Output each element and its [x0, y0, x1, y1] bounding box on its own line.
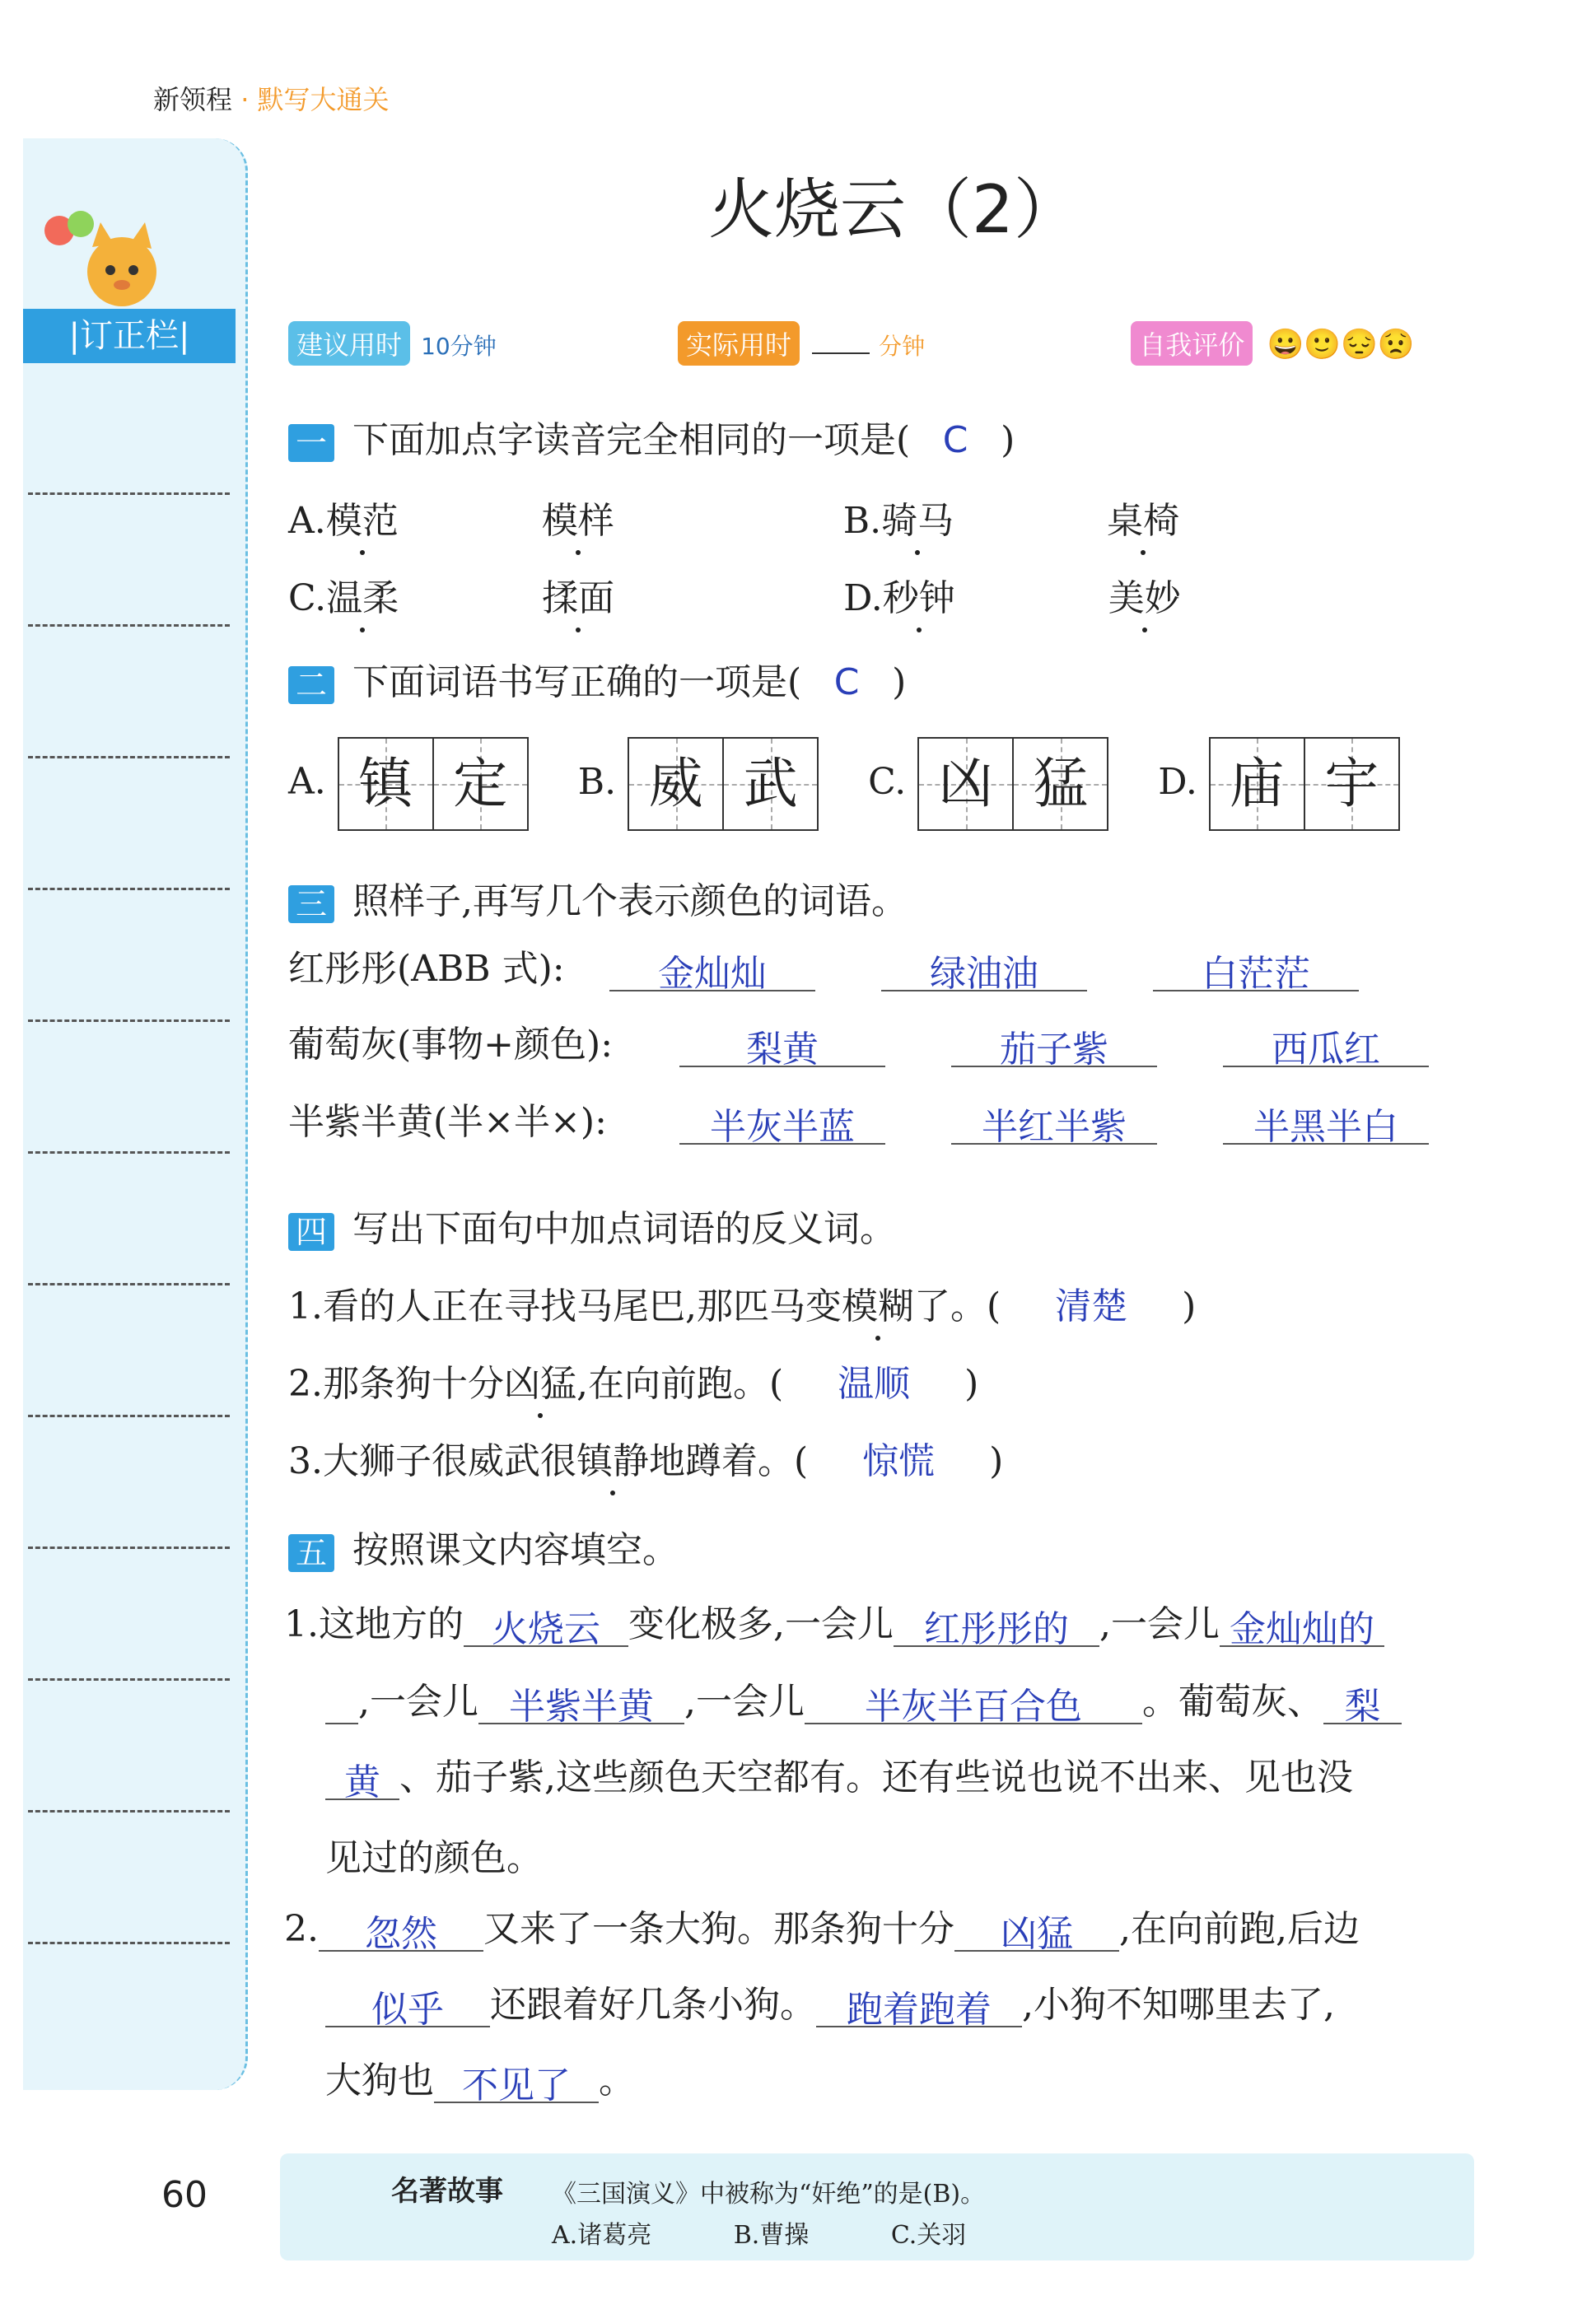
answer-blank[interactable]: 跑着跑着 — [816, 1980, 1022, 2027]
header: 新领程 · 默写大通关 — [153, 84, 390, 115]
q3-prompt — [288, 871, 908, 924]
q3-row: 红彤彤(ABB 式): 金灿灿 绿油油 白茫茫 — [288, 939, 1359, 991]
answer-blank[interactable]: 绿油油 — [881, 944, 1087, 991]
answer-blank[interactable]: 茄子紫 — [951, 1019, 1157, 1067]
footer-label: 名著故事 — [391, 2175, 503, 2208]
answer-blank[interactable]: 西瓜红 — [1223, 1019, 1429, 1067]
q5-p1-line2: ,一会儿 半紫半黄 ,一会儿 半灰半百合色 。葡萄灰、 梨 — [325, 1672, 1402, 1724]
suggested-time-badge: 建议用时 — [288, 321, 410, 366]
q5-p2-line2: 似乎 还跟着好几条小狗。 跑着跑着 ,小狗不知哪里去了, — [325, 1975, 1335, 2027]
option-word: 桌椅 — [1107, 491, 1179, 544]
q1-answer[interactable]: C — [942, 419, 968, 461]
answer-blank[interactable]: 半黑半白 — [1223, 1097, 1429, 1145]
answer-blank[interactable]: 半紫半黄 — [478, 1677, 684, 1724]
cat-mascot-icon — [41, 206, 165, 305]
q5-p1-line1: 1.这地方的 火烧云 变化极多,一会儿 红彤彤的 ,一会儿 金灿灿的 — [284, 1594, 1384, 1647]
answer-blank[interactable]: 火烧云 — [464, 1599, 628, 1647]
rating-faces-icon[interactable]: 😀🙂😔😟 — [1267, 328, 1415, 362]
q1-prompt: 一 下面加点字读音完全相同的一项是( C ) — [288, 410, 1015, 463]
dotted-word: 凶猛 — [504, 1354, 576, 1407]
q5-prompt — [288, 1520, 679, 1573]
answer-blank[interactable]: 红彤彤的 — [894, 1599, 1099, 1647]
series-name: 新领程 — [153, 84, 233, 115]
answer-fill[interactable]: 惊慌 — [862, 1440, 936, 1482]
dotted-word: 镇静 — [576, 1431, 649, 1484]
answer-blank[interactable]: 半红半紫 — [951, 1097, 1157, 1145]
footer-box — [280, 2153, 1474, 2260]
q3-row: 葡萄灰(事物+颜色): 梨黄 茄子紫 西瓜红 — [288, 1015, 1429, 1067]
section-number: 二 — [288, 666, 334, 704]
q4-prompt — [288, 1199, 896, 1252]
answer-blank[interactable]: 金灿灿 — [609, 944, 815, 991]
answer-blank[interactable]: 黄 — [325, 1752, 399, 1800]
option-word: 模范 — [326, 491, 399, 544]
option-word: 秒钟 — [883, 568, 955, 621]
answer-blank[interactable]: 凶猛 — [954, 1904, 1119, 1952]
option-word: 揉面 — [542, 568, 614, 621]
sidebar-rule — [28, 1151, 230, 1154]
q2-answer[interactable]: C — [833, 661, 860, 703]
tian-grid: 凶 猛 — [917, 737, 1108, 831]
self-eval-badge: 自我评价 — [1131, 321, 1253, 366]
q4-text: 写出下面句中加点词语的反义词。 — [352, 1208, 896, 1250]
sidebar-rule — [28, 1415, 230, 1417]
page-number: 60 — [161, 2174, 208, 2216]
option-word: 骑马 — [881, 491, 954, 544]
option-word: 温柔 — [326, 568, 399, 621]
dotted-word: 模糊 — [842, 1276, 914, 1329]
option-word: 模样 — [542, 491, 614, 544]
sidebar-rule — [28, 1283, 230, 1285]
q4-item: 1.看的人正在寻找马尾巴,那匹马变模糊了。( 清楚 ) — [288, 1276, 1196, 1329]
q5-p1-line3: 黄 、茄子紫,这些颜色天空都有。还有些说也说不出来、见也没 — [325, 1747, 1353, 1800]
sidebar-rule — [28, 1810, 230, 1812]
sidebar-rule — [28, 1547, 230, 1549]
q1-text: 下面加点字读音完全相同的一项是( — [352, 419, 911, 461]
sidebar-rule — [28, 888, 230, 890]
section-number: 五 — [288, 1534, 334, 1572]
answer-blank[interactable]: 似乎 — [325, 1980, 490, 2027]
q4-item: 3.大狮子很威武很镇静地蹲着。( 惊慌 ) — [288, 1431, 1003, 1484]
q1-row-ab: A.模范 模样 B.骑马 桌椅 — [288, 491, 1179, 544]
answer-blank[interactable]: 不见了 — [434, 2055, 599, 2103]
answer-blank[interactable]: 白茫茫 — [1153, 944, 1359, 991]
q1-row-cd: C.温柔 揉面 D.秒钟 美妙 — [288, 568, 1181, 621]
sidebar-rule — [28, 756, 230, 758]
answer-blank[interactable]: 梨 — [1323, 1677, 1402, 1724]
series-subtitle: 默写大通关 — [257, 84, 390, 115]
q2-options: A. 镇 定 B. 威 武 C. 凶 猛 D. 庙 宇 — [288, 737, 1400, 831]
q5-p2-line1: 2. 忽然 又来了一条大狗。那条狗十分 凶猛 ,在向前跑,后边 — [284, 1899, 1360, 1952]
section-number: 一 — [288, 424, 334, 462]
footer-question: 《三国演义》中被称为“奸绝”的是(B)。 — [552, 2180, 986, 2209]
correction-label: |订正栏| — [23, 309, 236, 363]
q5-p1-line4: 见过的颜色。 — [325, 1837, 543, 1879]
tian-grid: 庙 宇 — [1209, 737, 1400, 831]
q2-text: 下面词语书写正确的一项是( — [352, 661, 802, 703]
tian-grid: 镇 定 — [338, 737, 529, 831]
sidebar-rule — [28, 1942, 230, 1944]
actual-time-unit: 分钟 — [879, 333, 926, 360]
answer-fill[interactable]: 温顺 — [838, 1363, 911, 1405]
option-word: 美妙 — [1108, 568, 1181, 621]
answer-blank[interactable]: 忽然 — [319, 1904, 483, 1952]
q3-row: 半紫半黄(半×半×): 半灰半蓝 半红半紫 半黑半白 — [288, 1092, 1429, 1145]
footer-options: A.诸葛亮 B.曹操 C.关羽 — [552, 2221, 967, 2250]
actual-time-badge: 实际用时 — [678, 321, 800, 366]
q2-prompt: 二 下面词语书写正确的一项是( C ) — [288, 652, 906, 705]
correction-sidebar — [23, 138, 248, 2090]
sidebar-rule — [28, 624, 230, 627]
answer-fill[interactable]: 清楚 — [1055, 1285, 1128, 1327]
answer-blank[interactable]: 梨黄 — [679, 1019, 885, 1067]
answer-blank[interactable]: 金灿灿的 — [1220, 1599, 1384, 1647]
q5-text: 按照课文内容填空。 — [352, 1529, 679, 1571]
answer-blank[interactable]: 半灰半蓝 — [679, 1097, 885, 1145]
suggested-time-value: 10分钟 — [421, 333, 497, 360]
sidebar-rule — [28, 492, 230, 495]
q5-p2-line3: 大狗也 不见了 。 — [325, 2050, 635, 2103]
section-number: 四 — [288, 1213, 334, 1251]
actual-time-blank[interactable] — [812, 352, 870, 354]
tian-grid: 威 武 — [628, 737, 819, 831]
meta-row — [288, 321, 1415, 366]
section-number: 三 — [288, 885, 334, 923]
sidebar-rule — [28, 1678, 230, 1681]
sidebar-rule — [28, 1019, 230, 1022]
page-title: 火烧云（2） — [708, 171, 1080, 248]
q3-text: 照样子,再写几个表示颜色的词语。 — [352, 880, 908, 922]
answer-blank[interactable]: 半灰半百合色 — [805, 1677, 1142, 1724]
q4-item: 2.那条狗十分凶猛,在向前跑。( 温顺 ) — [288, 1354, 978, 1407]
